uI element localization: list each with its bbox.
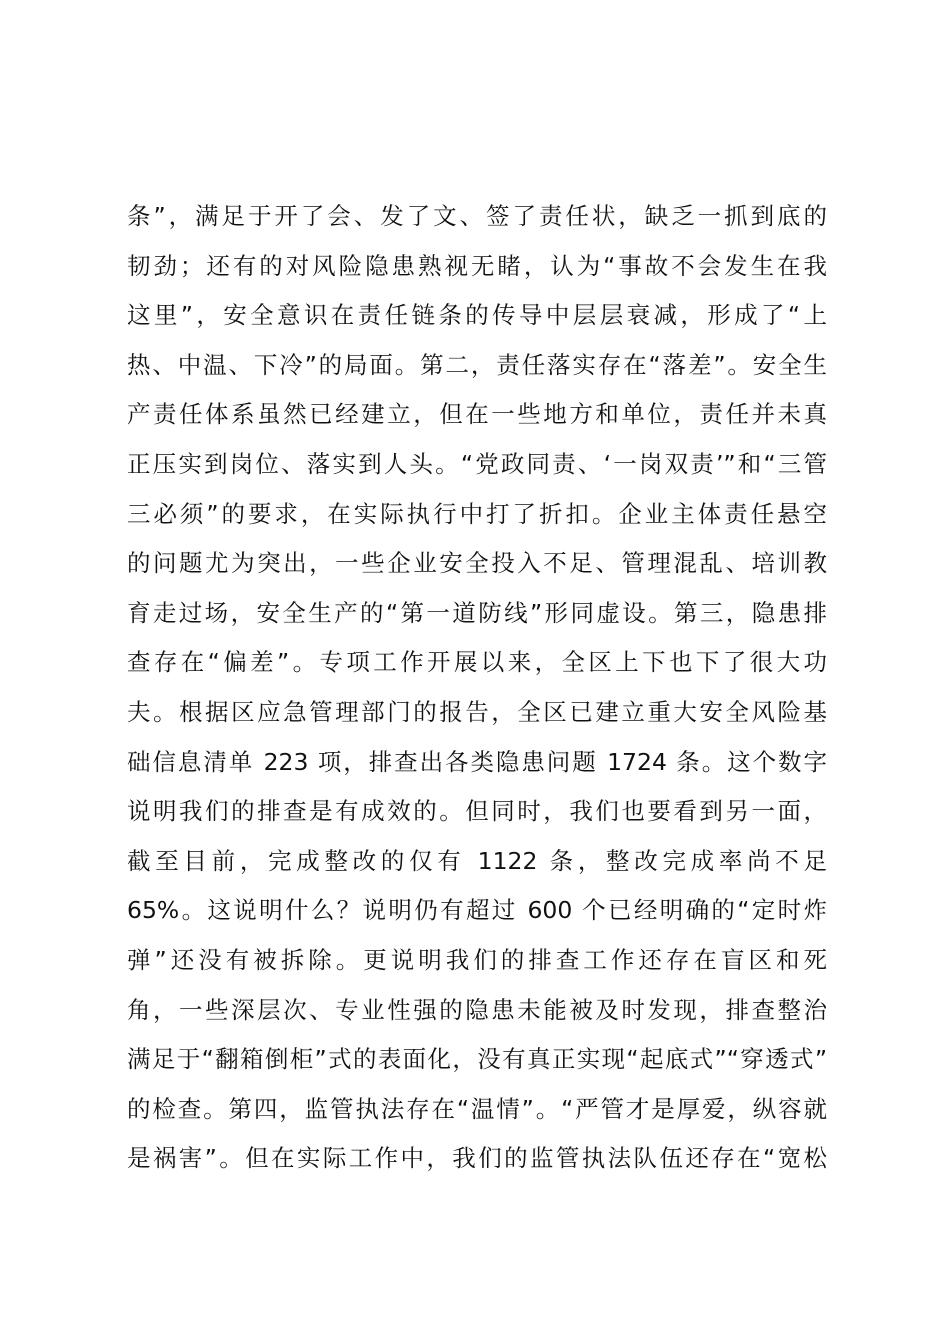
text-line: 弹”还没有被拆除。更说明我们的排查工作还存在盲区和死: [127, 945, 827, 974]
body-paragraph: [127, 192, 827, 1184]
text-line: 韧劲；还有的对风险隐患熟视无睹，认为“事故不会发生在我: [127, 251, 827, 280]
text-line: 是祸害”。但在实际工作中，我们的监管执法队伍还存在“宽松: [127, 1144, 827, 1173]
text-line: 夫。根据区应急管理部门的报告，全区已建立重大安全风险基: [127, 697, 827, 726]
text-line: 满足于“翻箱倒柜”式的表面化，没有真正实现“起底式”“穿透式”: [127, 1045, 827, 1074]
text-line: 的检查。第四，监管执法存在“温情”。“严管才是厚爱，纵容就: [127, 1094, 827, 1123]
text-line: 角，一些深层次、专业性强的隐患未能被及时发现，排查整治: [127, 995, 827, 1024]
text-line: 三必须”的要求，在实际执行中打了折扣。企业主体责任悬空: [127, 499, 827, 528]
text-line: 这里”，安全意识在责任链条的传导中层层衰减，形成了“上: [127, 301, 827, 330]
text-line: 育走过场，安全生产的“第一道防线”形同虚设。第三，隐患排: [127, 598, 827, 627]
text-line: 条”，满足于开了会、发了文、签了责任状，缺乏一抓到底的: [127, 202, 827, 230]
text-line: 础信息清单 223 项，排查出各类隐患问题 1724 条。这个数字: [127, 747, 827, 776]
text-line: 的问题尤为突出，一些企业安全投入不足、管理混乱、培训教: [127, 549, 827, 578]
text-line: 产责任体系虽然已经建立，但在一些地方和单位，责任并未真: [127, 400, 827, 429]
text-line: 正压实到岗位、落实到人头。“党政同责、‘一岗双责’”和“三管: [127, 449, 827, 478]
text-line: 说明我们的排查是有成效的。但同时，我们也要看到另一面，: [127, 797, 827, 826]
text-line: 65%。这说明什么？说明仍有超过 600 个已经明确的“定时炸: [127, 896, 827, 925]
text-line: 截至目前，完成整改的仅有 1122 条，整改完成率尚不足: [127, 846, 827, 875]
text-line: 热、中温、下冷”的局面。第二，责任落实存在“落差”。安全生: [127, 350, 827, 379]
text-line: 查存在“偏差”。专项工作开展以来，全区上下也下了很大功: [127, 648, 827, 677]
